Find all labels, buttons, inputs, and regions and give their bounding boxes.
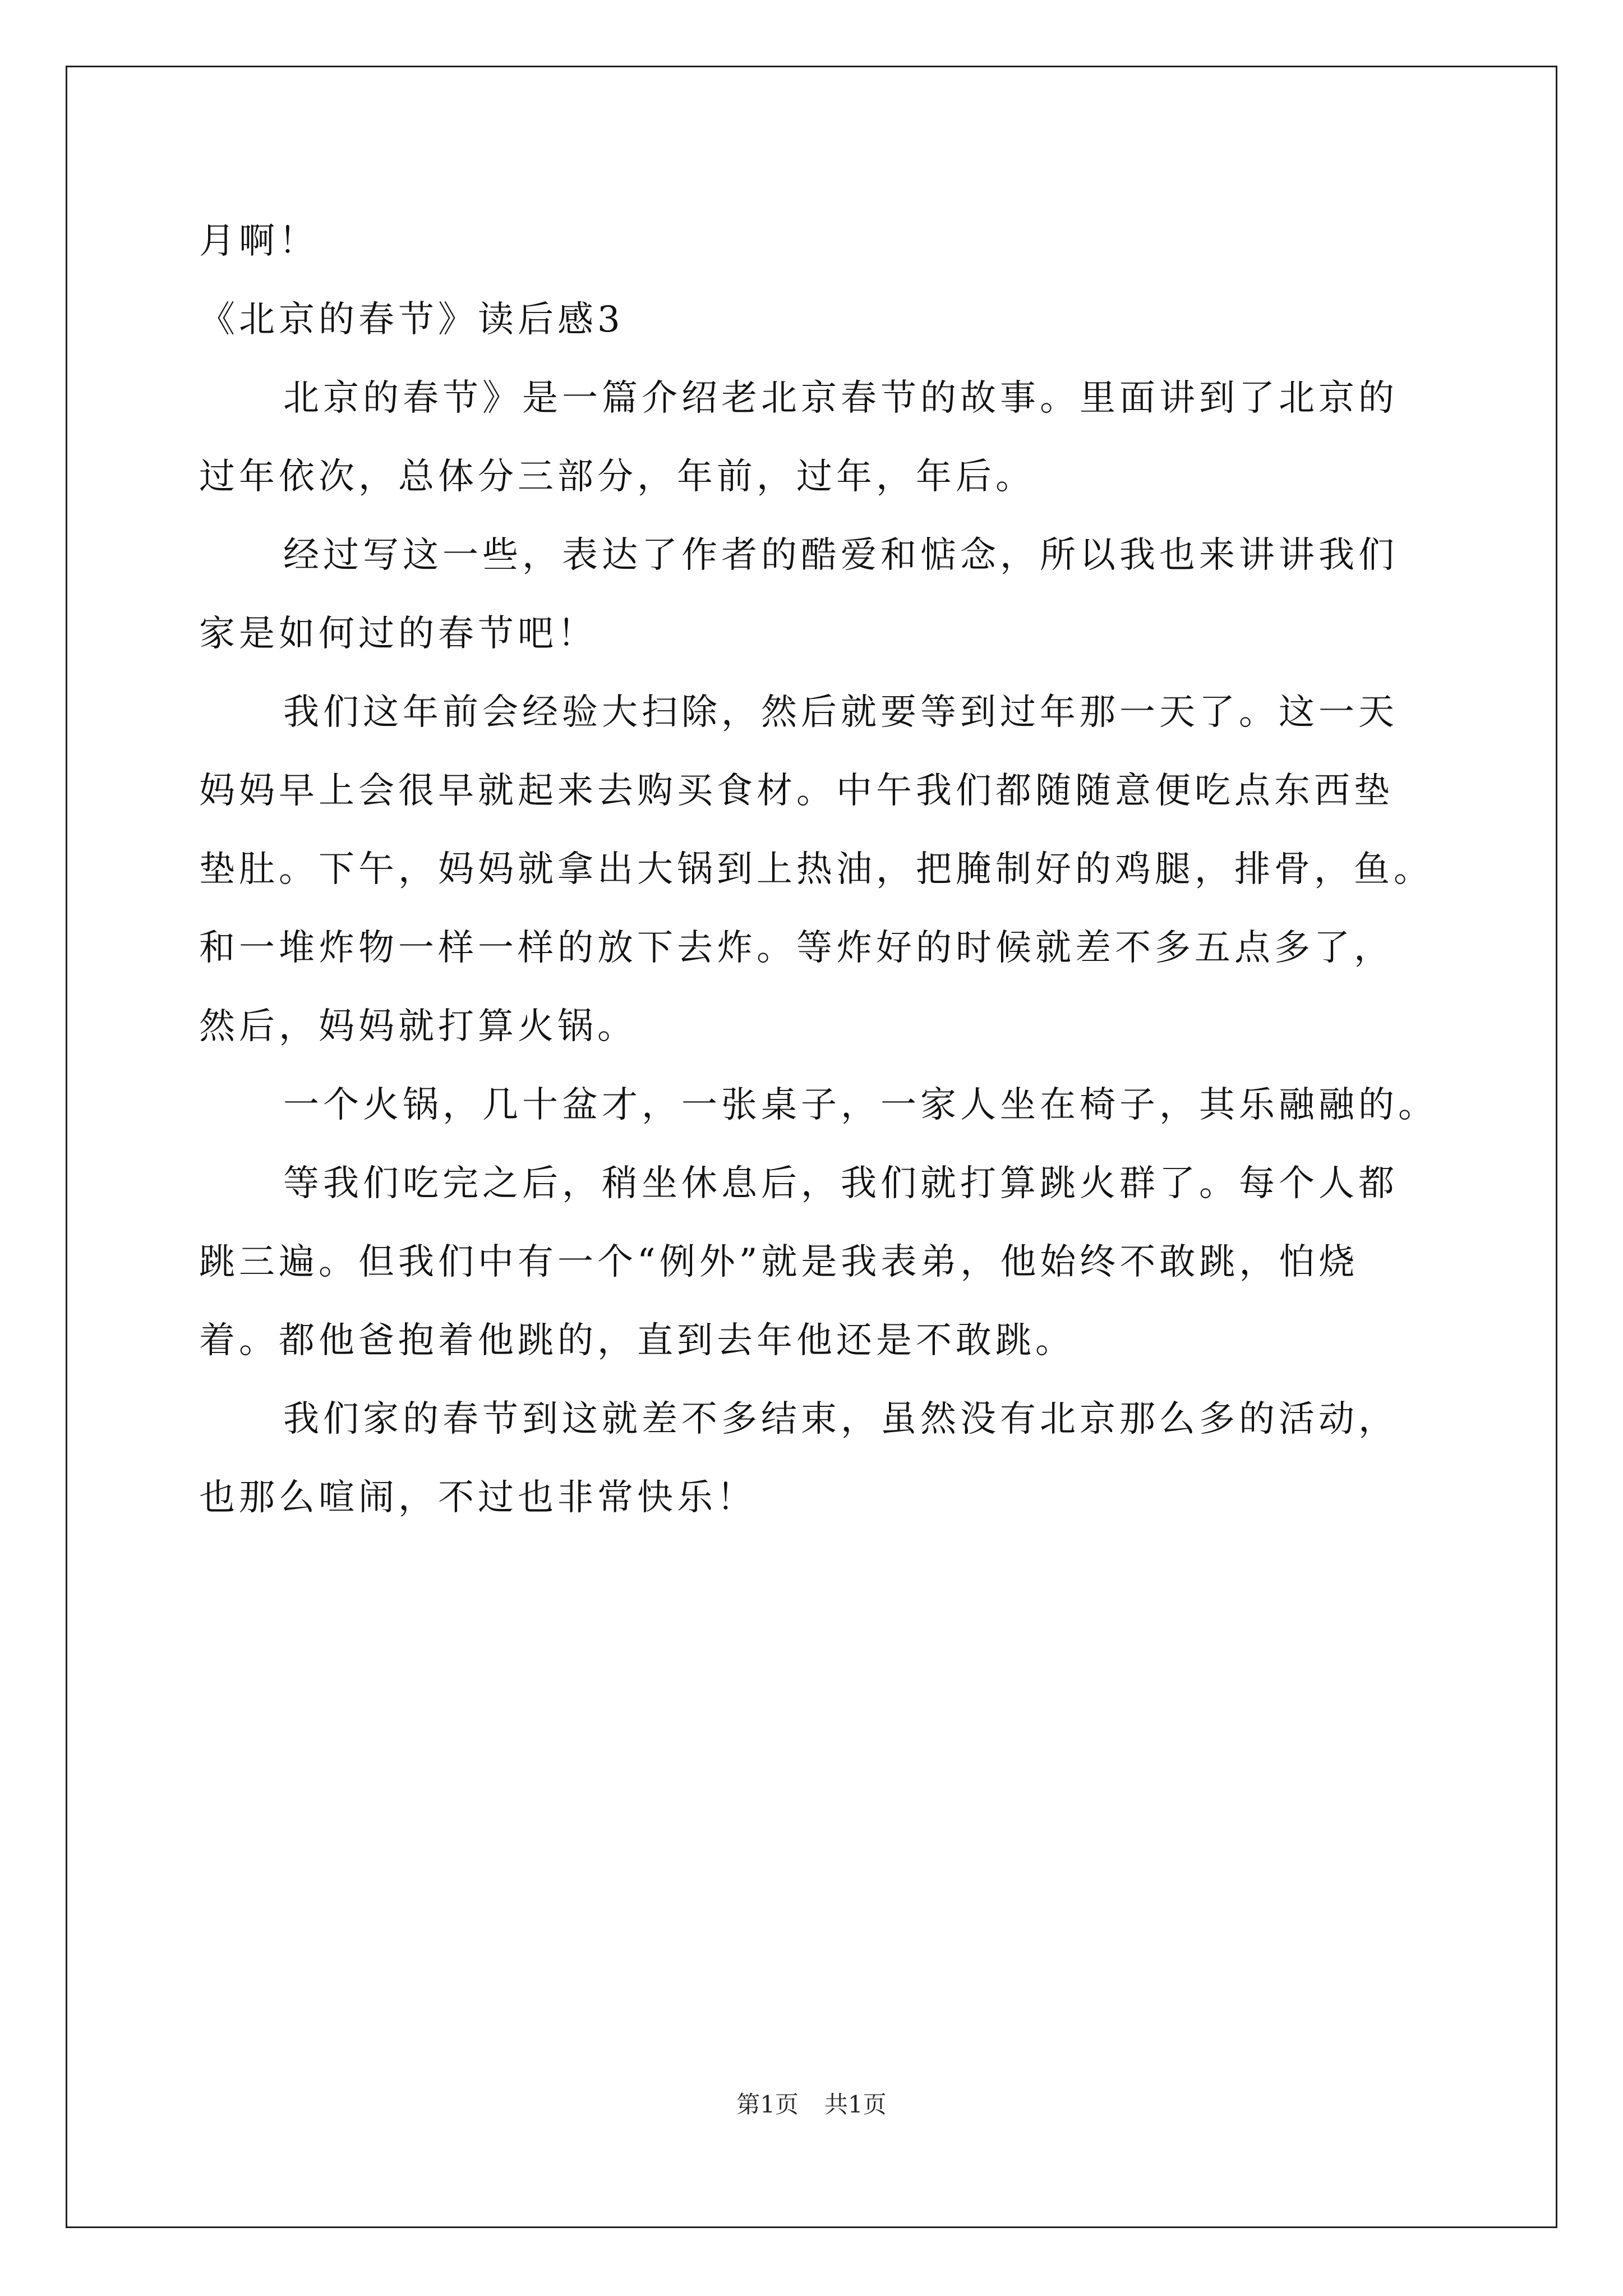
paragraph-line: 过年依次，总体分三部分，年前，过年，年后。 xyxy=(199,456,1035,498)
paragraph-line: 我们家的春节到这就差不多结束，虽然没有北京那么多的活动， xyxy=(283,1398,1398,1440)
paragraph-line: 北京的春节》是一篇介绍老北京春节的故事。里面讲到了北京的 xyxy=(283,378,1398,419)
paragraph-line: 家是如何过的春节吧！ xyxy=(199,613,597,655)
paragraph-5 xyxy=(199,1144,1441,1380)
page-number: 第1页 xyxy=(736,2091,799,2118)
paragraph-line: 我们这年前会经验大扫除，然后就要等到过年那一天了。这一天 xyxy=(283,692,1398,733)
paragraph-line: 着。都他爸抱着他跳的，直到去年他还是不敢跳。 xyxy=(199,1320,1075,1361)
paragraph-line: 妈妈早上会很早就起来去购买食材。中午我们都随随意便吃点东西垫 xyxy=(199,770,1394,812)
page-footer xyxy=(0,2088,1623,2122)
paragraph-line: 和一堆炸物一样一样的放下去炸。等炸好的时候就差不多五点多了， xyxy=(199,927,1394,969)
paragraph-line: 然后，妈妈就打算火锅。 xyxy=(199,1006,637,1047)
paragraph-line: 跳三遍。但我们中有一个“例外”就是我表弟，他始终不敢跳，怕烧 xyxy=(199,1241,1359,1283)
paragraph-6 xyxy=(199,1380,1441,1537)
paragraph-3 xyxy=(199,673,1441,1066)
paragraph-line: 也那么喧闹，不过也非常快乐！ xyxy=(199,1477,757,1519)
paragraph-line: 等我们吃完之后，稍坐休息后，我们就打算跳火群了。每个人都 xyxy=(283,1163,1398,1204)
paragraph-1 xyxy=(199,359,1441,516)
continuation-text: 月啊！ xyxy=(199,220,319,262)
page-total: 共1页 xyxy=(824,2091,887,2118)
paragraph-4 xyxy=(199,1066,1441,1144)
paragraph-line: 垫肚。下午，妈妈就拿出大锅到上热油，把腌制好的鸡腿，排骨，鱼。 xyxy=(199,849,1433,890)
paragraph-2 xyxy=(199,516,1441,673)
paragraph-line: 一个火锅，几十盆才，一张桌子，一家人坐在椅子，其乐融融的。 xyxy=(283,1084,1438,1126)
essay-heading: 《北京的春节》读后感3 xyxy=(199,299,624,341)
paragraph-line: 经过写这一些，表达了作者的酷爱和惦念，所以我也来讲讲我们 xyxy=(283,535,1398,576)
document-body xyxy=(199,202,1441,1537)
